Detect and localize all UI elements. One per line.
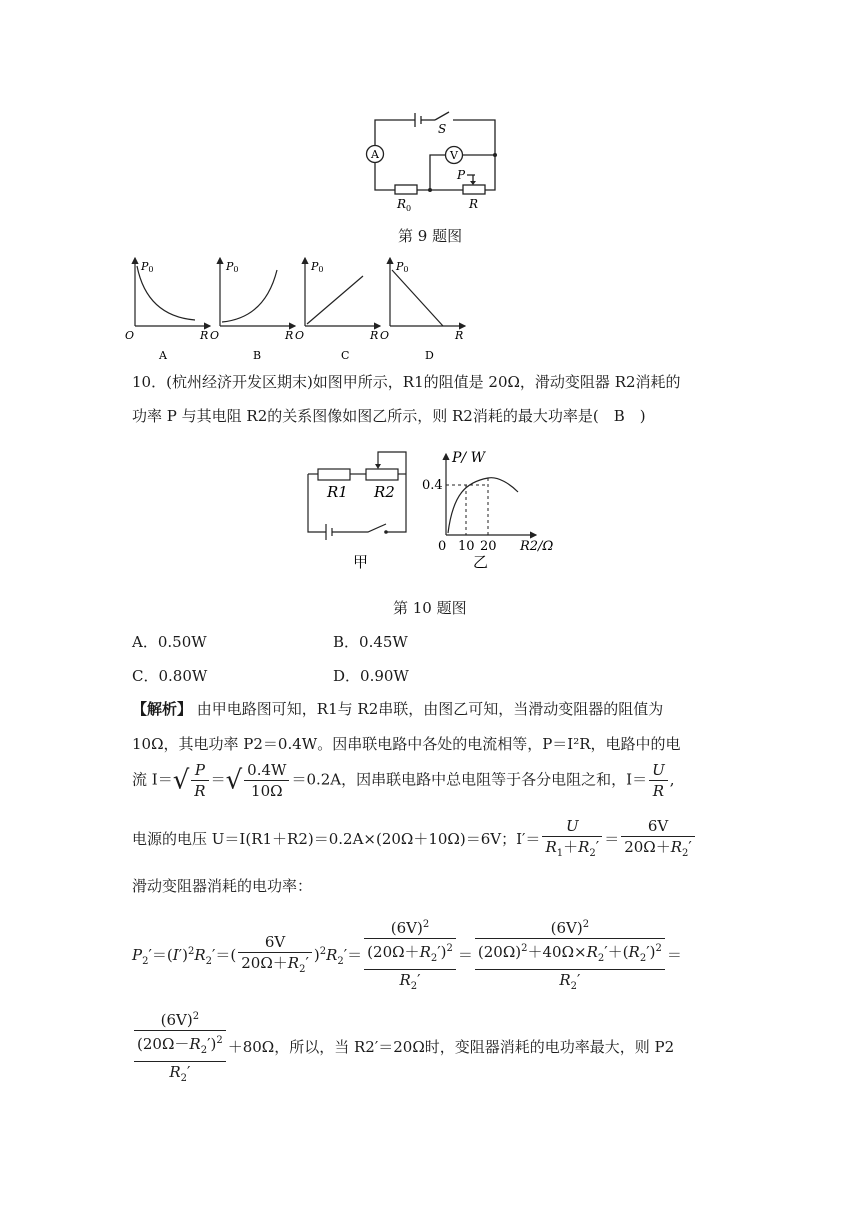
- analysis-line-3: 流 I＝√ $\frac{P}{R}$ ＝√ $\frac{0.4W}{10\Omega}$ ＝0.2A，因串联电路中总电阻等于各分电阻之和，I＝ $\frac{U}{R}$ ,: [132, 761, 675, 800]
- fig10-caption: 第 10 题图: [393, 599, 467, 617]
- graph-a-xlabel: R: [200, 329, 209, 342]
- voltmeter-label: V: [450, 149, 458, 162]
- r0-sub: 0: [406, 204, 412, 213]
- fig9-circuit: [355, 105, 515, 215]
- graph-b-label: B: [253, 349, 262, 362]
- fig10-ylabel: P/ W: [452, 450, 485, 466]
- fig10-xtick-20: 20: [480, 539, 497, 554]
- r0-label: R: [397, 197, 407, 211]
- fig10-ytick: 0.4: [422, 478, 443, 493]
- fig10-jia: 甲: [353, 553, 369, 571]
- analysis-line-1: 【解析】 由甲电路图可知，R1与 R2串联，由图乙可知，当滑动变阻器的阻值为: [132, 700, 664, 718]
- fig10-yi: 乙: [473, 553, 489, 571]
- graph-c-ylabel: P0: [311, 260, 324, 274]
- option-a[interactable]: A．0.50W: [132, 633, 207, 651]
- fig10-xlabel: R2/Ω: [520, 539, 554, 554]
- r-label: R: [469, 197, 479, 211]
- graph-d-ylabel: P0: [396, 260, 409, 274]
- fig10-r1: R1: [327, 483, 348, 501]
- graph-b-origin: O: [210, 329, 220, 342]
- graph-c-origin: O: [295, 329, 305, 342]
- graph-a-origin: O: [125, 329, 135, 342]
- fig10-xtick-10: 10: [458, 539, 475, 554]
- fig10-r2: R2: [374, 483, 395, 501]
- switch-label: S: [438, 122, 447, 136]
- graph-d-label: D: [425, 349, 434, 362]
- analysis-line-7: $(6V)^2$ $(20\Omega-R_2')^2$ $R_2'$ ＋80Ω，所以，当 R2′＝20Ω时，变阻器消耗的电功率最大，则 P2: [132, 1007, 674, 1089]
- graph-b-xlabel: R: [285, 329, 294, 342]
- graph-b-ylabel: P0: [226, 260, 239, 274]
- graph-a-ylabel: P0: [141, 260, 154, 274]
- fig10-origin: 0: [438, 539, 447, 554]
- analysis-line-6: $P_2'=(I')^2R_2'=$( $\frac{6V}{20\Omega+R_2'}$ )$^2R_2'=$ $(6V)^2$ $(20\Omega+R_2')^2$ $R_2'$ ＝ $(6V)^2$ $(20\Omega)^2+40\Omega\times R_2'+(R_2')^2$ $R_2'$ ＝: [132, 915, 682, 997]
- graph-d-origin: O: [380, 329, 390, 342]
- option-c[interactable]: C．0.80W: [132, 667, 208, 685]
- option-d[interactable]: D．0.90W: [333, 667, 409, 685]
- graph-a-label: A: [159, 349, 167, 362]
- graph-c-label: C: [341, 349, 350, 362]
- svg-text:R0: [396, 197, 411, 213]
- slider-label: P: [457, 168, 466, 182]
- fig9-graphs: [125, 252, 485, 362]
- ammeter-label: A: [371, 148, 379, 161]
- option-b[interactable]: B．0.45W: [333, 633, 408, 651]
- fig9-caption: 第 9 题图: [398, 227, 463, 245]
- graph-d-xlabel: R: [455, 329, 464, 342]
- analysis-line-5: 滑动变阻器消耗的电功率：: [132, 877, 313, 895]
- analysis-line-4: 电源的电压 U＝I(R1＋R2)＝0.2A×(20Ω＋10Ω)＝6V；I′＝ $\frac{U}{R_1+R_2'}$ ＝ $\frac{6V}{20\Omega+R_2'}$: [132, 816, 697, 864]
- graph-c-xlabel: R: [370, 329, 379, 342]
- analysis-line-2: 10Ω，其电功率 P2＝0.4W。因串联电路中各处的电流相等，P＝I²R，电路中的电: [132, 735, 681, 753]
- fig10-figure: [298, 440, 568, 580]
- question-10: 10．(杭州经济开发区期末)如图甲所示，R1的阻值是 20Ω，滑动变阻器 R2消耗的 功率 P 与其电阻 R2的关系图像如图乙所示，则 R2消耗的最大功率是( B ): [132, 373, 681, 425]
- analysis-tag: 【解析】: [132, 700, 193, 718]
